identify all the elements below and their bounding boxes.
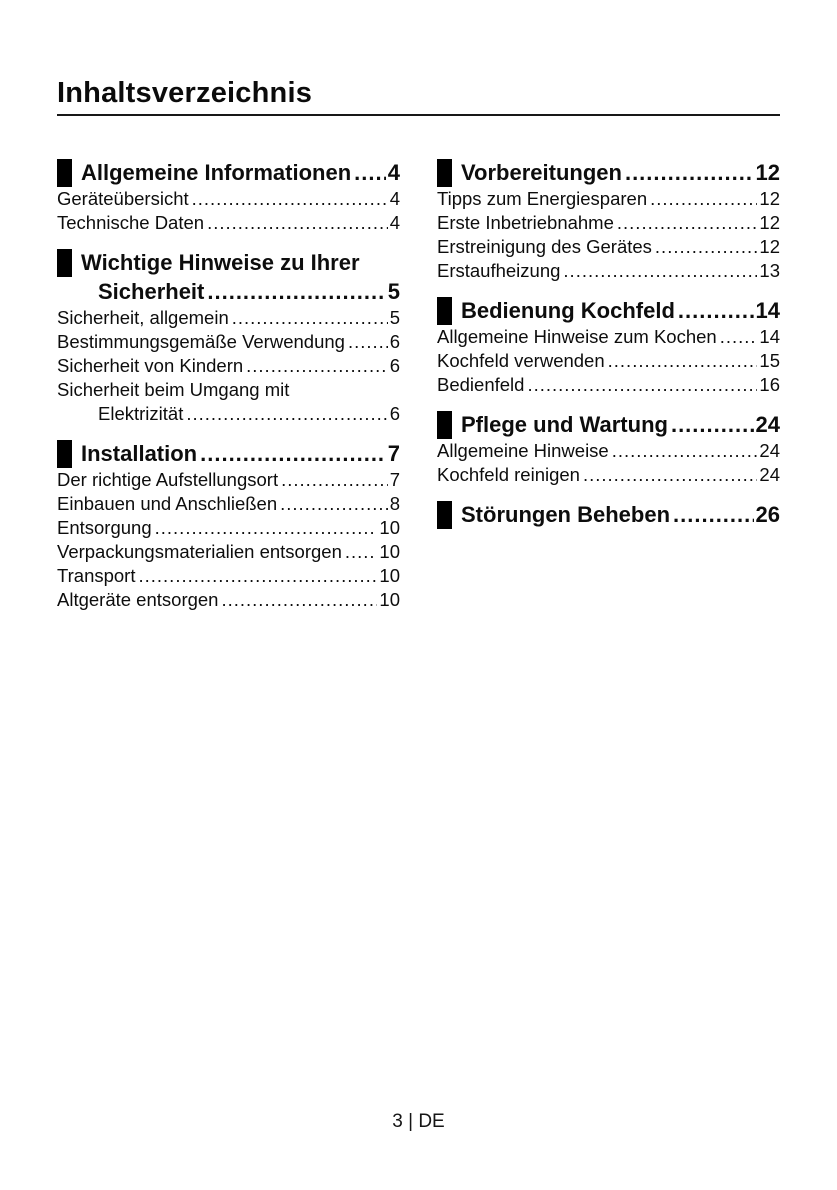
- dot-leader-icon: [197, 439, 386, 468]
- toc-entry: [437, 235, 780, 259]
- heading-label: Installation: [81, 441, 198, 466]
- entry-page-number: 12: [759, 236, 780, 257]
- entry-page-number: 14: [759, 326, 780, 347]
- section-marker-icon: [437, 159, 452, 187]
- dot-leader-icon: [647, 187, 757, 211]
- toc-entry: [57, 564, 400, 588]
- heading-label: Wichtige Hinweise zu Ihrer: [81, 250, 360, 275]
- section-marker-icon: [437, 297, 452, 325]
- toc-column-left: [57, 158, 400, 612]
- entry-label: Tipps zum Energiesparen: [437, 188, 648, 209]
- toc-entry: [57, 468, 400, 492]
- toc-entry: [437, 259, 780, 283]
- dot-leader-icon: [675, 296, 754, 325]
- dot-leader-icon: [183, 402, 387, 426]
- entry-label: Allgemeine Hinweise: [437, 440, 609, 461]
- toc-entry: [57, 540, 400, 564]
- entry-label: Sicherheit von Kindern: [57, 355, 244, 376]
- heading-page-number: 12: [755, 160, 780, 185]
- section-marker-icon: [57, 249, 72, 277]
- heading-page-number: 4: [387, 160, 400, 185]
- dot-leader-icon: [560, 259, 757, 283]
- toc-entry: [57, 378, 400, 402]
- toc-entry: [437, 211, 780, 235]
- toc-entry: [437, 439, 780, 463]
- entry-label: Sicherheit, allgemein: [57, 307, 229, 328]
- toc-section: [437, 296, 780, 397]
- page-title: Inhaltsverzeichnis: [57, 77, 313, 109]
- entry-label: Erste Inbetriebnahme: [437, 212, 614, 233]
- dot-leader-icon: [189, 187, 388, 211]
- toc-heading-line: [57, 158, 400, 187]
- toc-section: [437, 158, 780, 283]
- entry-page-number: 12: [759, 188, 780, 209]
- entry-page-number: 10: [379, 565, 400, 586]
- toc-heading-line: [437, 158, 780, 187]
- heading-page-number: 26: [755, 502, 780, 527]
- toc-entry: [437, 463, 780, 487]
- heading-label: Allgemeine Informationen: [81, 160, 352, 185]
- dot-leader-icon: [614, 211, 758, 235]
- heading-label: Pflege und Wartung: [461, 412, 668, 437]
- toc-section: [57, 248, 400, 426]
- section-marker-icon: [57, 159, 72, 187]
- entry-label: Kochfeld verwenden: [437, 350, 605, 371]
- entry-page-number: 6: [389, 331, 400, 352]
- entry-page-number: 24: [759, 440, 780, 461]
- heading-page-number: 24: [755, 412, 780, 437]
- toc-section: [437, 500, 780, 529]
- toc-section: [57, 158, 400, 235]
- entry-label: Bestimmungsgemäße Verwendung: [57, 331, 345, 352]
- toc-section: [437, 410, 780, 487]
- toc-heading-line: [437, 296, 780, 325]
- entry-page-number: 7: [389, 469, 400, 490]
- dot-leader-icon: [277, 492, 388, 516]
- dot-leader-icon: [204, 277, 385, 306]
- entry-label: Sicherheit beim Umgang mit: [57, 379, 290, 400]
- toc-entry: [437, 373, 780, 397]
- entry-label: Bedienfeld: [437, 374, 525, 395]
- dot-leader-icon: [351, 158, 386, 187]
- toc-entry: [57, 516, 400, 540]
- dot-leader-icon: [278, 468, 388, 492]
- entry-page-number: 16: [759, 374, 780, 395]
- toc-section: [57, 439, 400, 612]
- page-footer: 3 | DE: [392, 1111, 445, 1132]
- toc-entry: [57, 492, 400, 516]
- entry-label: Der richtige Aufstellungsort: [57, 469, 279, 490]
- dot-leader-icon: [670, 500, 754, 529]
- dot-leader-icon: [609, 439, 758, 463]
- dot-leader-icon: [152, 516, 378, 540]
- toc-column-right: [437, 158, 780, 612]
- dot-leader-icon: [135, 564, 377, 588]
- section-marker-icon: [437, 411, 452, 439]
- dot-leader-icon: [622, 158, 754, 187]
- toc-columns: [57, 158, 780, 612]
- entry-page-number: 15: [759, 350, 780, 371]
- dot-leader-icon: [345, 330, 388, 354]
- dot-leader-icon: [717, 325, 758, 349]
- entry-page-number: 10: [379, 541, 400, 562]
- toc-entry: [57, 402, 400, 426]
- entry-page-number: 5: [389, 307, 400, 328]
- toc-entry: [57, 187, 400, 211]
- dot-leader-icon: [243, 354, 388, 378]
- dot-leader-icon: [204, 211, 388, 235]
- dot-leader-icon: [580, 463, 757, 487]
- dot-leader-icon: [668, 410, 754, 439]
- entry-page-number: 6: [389, 355, 400, 376]
- entry-label: Erstaufheizung: [437, 260, 561, 281]
- dot-leader-icon: [652, 235, 758, 259]
- toc-heading-line: [57, 248, 400, 277]
- entry-page-number: 6: [389, 403, 400, 424]
- toc-heading-line: [57, 439, 400, 468]
- heading-label: Bedienung Kochfeld: [461, 298, 675, 323]
- toc-entry: [57, 306, 400, 330]
- section-marker-icon: [437, 501, 452, 529]
- toc-entry: [437, 187, 780, 211]
- entry-page-number: 10: [379, 589, 400, 610]
- entry-label: Einbauen und Anschließen: [57, 493, 278, 514]
- toc-entry: [437, 349, 780, 373]
- page-content: [57, 0, 780, 612]
- dot-leader-icon: [229, 306, 388, 330]
- entry-label: Allgemeine Hinweise zum Kochen: [437, 326, 717, 347]
- entry-label: Entsorgung: [57, 517, 152, 538]
- section-marker-icon: [57, 440, 72, 468]
- heading-label: Sicherheit: [98, 279, 205, 304]
- entry-label: Altgeräte entsorgen: [57, 589, 219, 610]
- entry-label: Technische Daten: [57, 212, 205, 233]
- toc-entry: [57, 211, 400, 235]
- toc-heading-line: [57, 277, 400, 306]
- toc-entry: [437, 325, 780, 349]
- title-rule: [57, 114, 780, 116]
- heading-label: Vorbereitungen: [461, 160, 622, 185]
- toc-entry: [57, 354, 400, 378]
- toc-entry: [57, 330, 400, 354]
- entry-page-number: 8: [389, 493, 400, 514]
- heading-page-number: 14: [755, 298, 780, 323]
- entry-label: Erstreinigung des Gerätes: [437, 236, 652, 257]
- entry-page-number: 4: [389, 212, 400, 233]
- entry-label: Verpackungsmaterialien entsorgen: [57, 541, 342, 562]
- entry-page-number: 4: [389, 188, 400, 209]
- toc-heading-line: [437, 500, 780, 529]
- entry-page-number: 12: [759, 212, 780, 233]
- heading-page-number: 7: [387, 441, 400, 466]
- dot-leader-icon: [605, 349, 758, 373]
- entry-label: Kochfeld reinigen: [437, 464, 580, 485]
- dot-leader-icon: [342, 540, 378, 564]
- entry-page-number: 24: [759, 464, 780, 485]
- toc-entry: [57, 588, 400, 612]
- entry-page-number: 10: [379, 517, 400, 538]
- dot-leader-icon: [218, 588, 377, 612]
- heading-label: Störungen Beheben: [461, 502, 671, 527]
- entry-label: Elektrizität: [98, 403, 184, 424]
- toc-heading-line: [437, 410, 780, 439]
- dot-leader-icon: [524, 373, 757, 397]
- entry-page-number: 13: [759, 260, 780, 281]
- heading-page-number: 5: [387, 279, 400, 304]
- entry-label: Geräteübersicht: [57, 188, 189, 209]
- entry-label: Transport: [57, 565, 136, 586]
